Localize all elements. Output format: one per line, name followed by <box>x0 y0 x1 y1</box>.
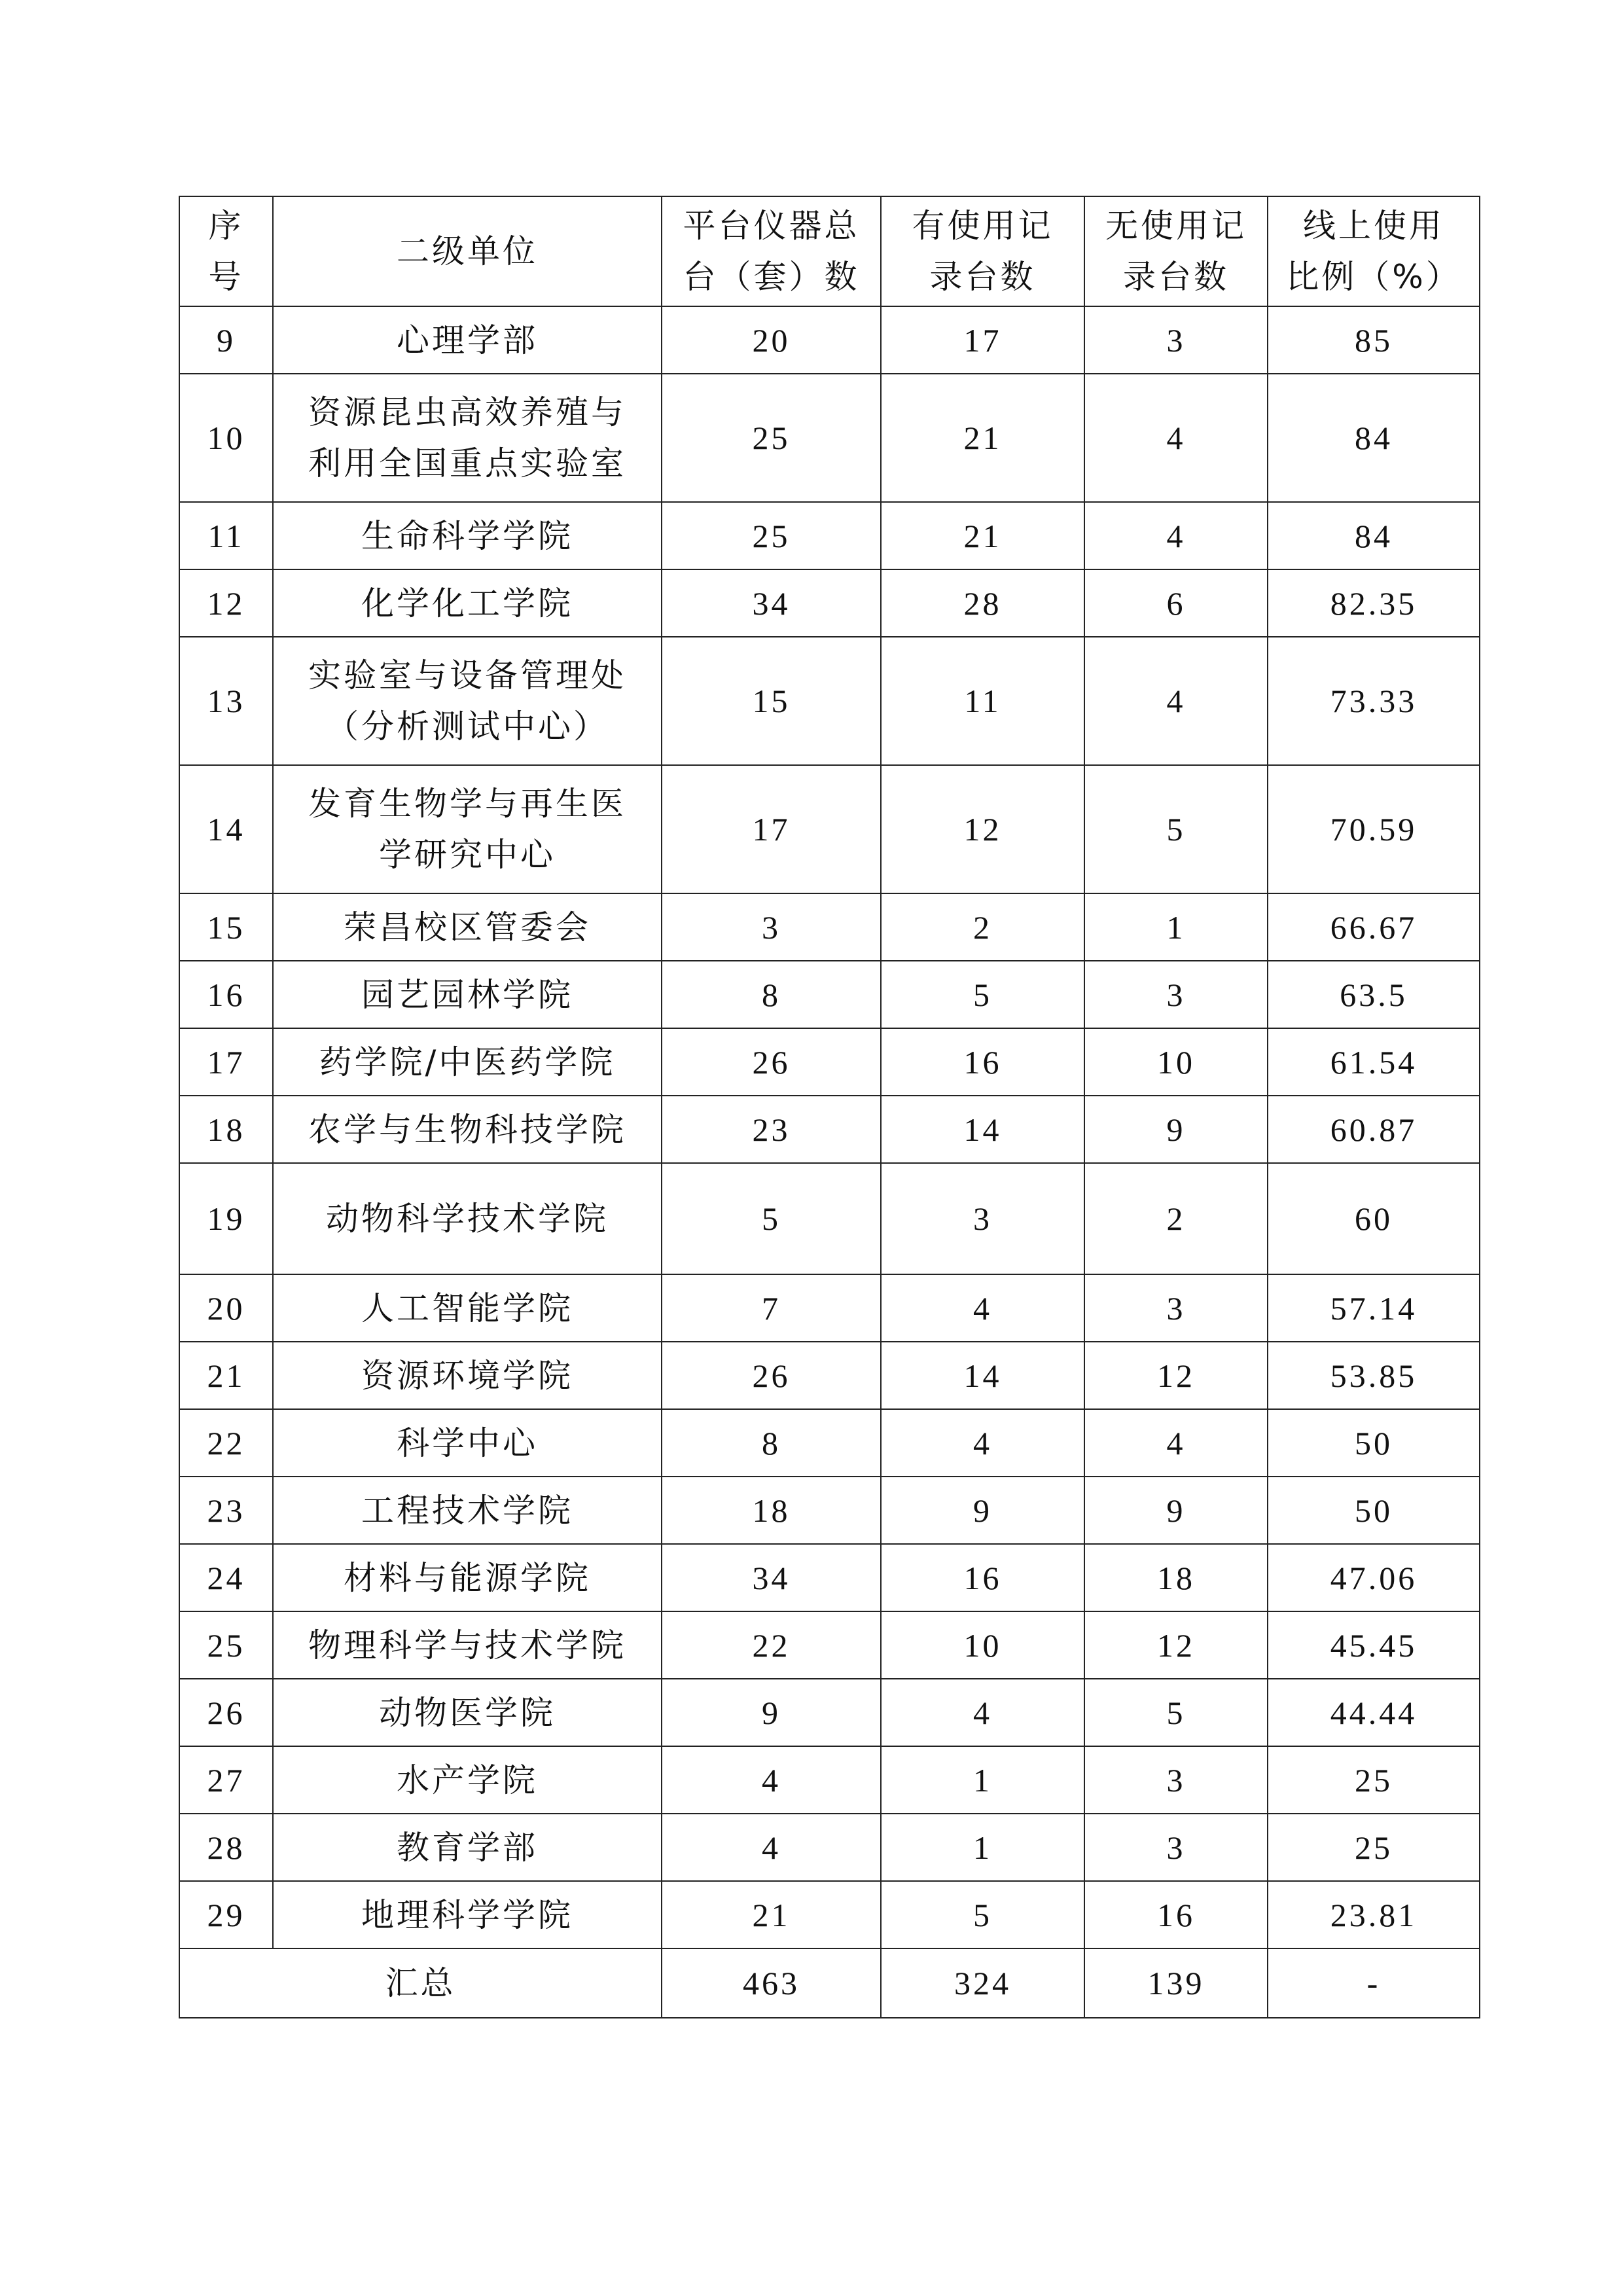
cell-total: 26 <box>662 1028 881 1096</box>
table-row <box>179 502 1480 569</box>
cell-used: 21 <box>881 374 1084 502</box>
cell-unit: 生命科学学院 <box>273 502 662 569</box>
instrument-usage-table <box>179 196 1480 2018</box>
cell-ratio: 53.85 <box>1268 1342 1480 1409</box>
cell-ratio: 82.35 <box>1268 569 1480 637</box>
cell-ratio: 70.59 <box>1268 765 1480 893</box>
header-used: 有使用记 录台数 <box>881 196 1084 306</box>
table-row <box>179 893 1480 961</box>
cell-used: 4 <box>881 1274 1084 1342</box>
cell-unit: 资源昆虫高效养殖与 利用全国重点实验室 <box>273 374 662 502</box>
cell-used: 2 <box>881 893 1084 961</box>
table-row <box>179 1814 1480 1881</box>
cell-used: 10 <box>881 1611 1084 1679</box>
cell-used: 14 <box>881 1096 1084 1163</box>
summary-row <box>179 1948 1480 2018</box>
cell-unused: 16 <box>1084 1881 1268 1948</box>
cell-serial: 16 <box>179 961 273 1028</box>
cell-used: 16 <box>881 1544 1084 1611</box>
cell-used: 17 <box>881 306 1084 374</box>
cell-unit: 材料与能源学院 <box>273 1544 662 1611</box>
cell-total: 25 <box>662 502 881 569</box>
cell-unit: 农学与生物科技学院 <box>273 1096 662 1163</box>
cell-ratio: 60.87 <box>1268 1096 1480 1163</box>
cell-serial: 14 <box>179 765 273 893</box>
cell-unit: 动物科学技术学院 <box>273 1163 662 1274</box>
summary-used: 324 <box>881 1948 1084 2018</box>
cell-used: 4 <box>881 1409 1084 1477</box>
header-total: 平台仪器总 台（套）数 <box>662 196 881 306</box>
cell-serial: 15 <box>179 893 273 961</box>
cell-total: 20 <box>662 306 881 374</box>
table-row <box>179 374 1480 502</box>
cell-ratio: 57.14 <box>1268 1274 1480 1342</box>
cell-serial: 21 <box>179 1342 273 1409</box>
cell-total: 8 <box>662 1409 881 1477</box>
cell-used: 11 <box>881 637 1084 765</box>
cell-serial: 25 <box>179 1611 273 1679</box>
cell-unused: 3 <box>1084 1814 1268 1881</box>
header-ratio: 线上使用 比例（%） <box>1268 196 1480 306</box>
cell-unit: 水产学院 <box>273 1746 662 1814</box>
header-serial: 序 号 <box>179 196 273 306</box>
cell-serial: 24 <box>179 1544 273 1611</box>
cell-ratio: 25 <box>1268 1814 1480 1881</box>
cell-unused: 3 <box>1084 961 1268 1028</box>
table-row <box>179 1544 1480 1611</box>
cell-unused: 10 <box>1084 1028 1268 1096</box>
cell-unit: 人工智能学院 <box>273 1274 662 1342</box>
table-row <box>179 1679 1480 1746</box>
cell-ratio: 47.06 <box>1268 1544 1480 1611</box>
cell-ratio: 84 <box>1268 374 1480 502</box>
cell-unused: 12 <box>1084 1611 1268 1679</box>
cell-unused: 4 <box>1084 1409 1268 1477</box>
cell-serial: 28 <box>179 1814 273 1881</box>
cell-used: 3 <box>881 1163 1084 1274</box>
table-row <box>179 1096 1480 1163</box>
cell-total: 22 <box>662 1611 881 1679</box>
cell-serial: 22 <box>179 1409 273 1477</box>
cell-ratio: 23.81 <box>1268 1881 1480 1948</box>
cell-unused: 1 <box>1084 893 1268 961</box>
cell-serial: 12 <box>179 569 273 637</box>
summary-ratio: - <box>1268 1948 1480 2018</box>
cell-total: 18 <box>662 1477 881 1544</box>
cell-serial: 20 <box>179 1274 273 1342</box>
cell-total: 26 <box>662 1342 881 1409</box>
cell-ratio: 61.54 <box>1268 1028 1480 1096</box>
cell-total: 34 <box>662 1544 881 1611</box>
cell-ratio: 73.33 <box>1268 637 1480 765</box>
cell-unit: 园艺园林学院 <box>273 961 662 1028</box>
cell-unused: 4 <box>1084 637 1268 765</box>
cell-used: 1 <box>881 1814 1084 1881</box>
cell-used: 12 <box>881 765 1084 893</box>
cell-unused: 4 <box>1084 374 1268 502</box>
cell-used: 9 <box>881 1477 1084 1544</box>
cell-total: 34 <box>662 569 881 637</box>
cell-ratio: 85 <box>1268 306 1480 374</box>
cell-unit: 工程技术学院 <box>273 1477 662 1544</box>
cell-total: 17 <box>662 765 881 893</box>
cell-used: 16 <box>881 1028 1084 1096</box>
table-row <box>179 306 1480 374</box>
table-row <box>179 1342 1480 1409</box>
header-unused: 无使用记 录台数 <box>1084 196 1268 306</box>
cell-serial: 13 <box>179 637 273 765</box>
table-row <box>179 1746 1480 1814</box>
cell-ratio: 60 <box>1268 1163 1480 1274</box>
table-row <box>179 569 1480 637</box>
table-row <box>179 1881 1480 1948</box>
cell-unit: 动物医学院 <box>273 1679 662 1746</box>
cell-unused: 5 <box>1084 765 1268 893</box>
table-row <box>179 1163 1480 1274</box>
cell-total: 8 <box>662 961 881 1028</box>
cell-unused: 12 <box>1084 1342 1268 1409</box>
cell-unit: 发育生物学与再生医 学研究中心 <box>273 765 662 893</box>
table-body <box>179 306 1480 2018</box>
cell-unused: 4 <box>1084 502 1268 569</box>
cell-serial: 18 <box>179 1096 273 1163</box>
cell-total: 25 <box>662 374 881 502</box>
cell-ratio: 50 <box>1268 1409 1480 1477</box>
summary-label: 汇总 <box>179 1948 662 2018</box>
cell-unit: 物理科学与技术学院 <box>273 1611 662 1679</box>
cell-unit: 科学中心 <box>273 1409 662 1477</box>
cell-ratio: 66.67 <box>1268 893 1480 961</box>
cell-total: 7 <box>662 1274 881 1342</box>
cell-unit: 资源环境学院 <box>273 1342 662 1409</box>
cell-used: 14 <box>881 1342 1084 1409</box>
table-row <box>179 1409 1480 1477</box>
cell-used: 5 <box>881 961 1084 1028</box>
cell-used: 1 <box>881 1746 1084 1814</box>
cell-unit: 地理科学学院 <box>273 1881 662 1948</box>
table-row <box>179 1028 1480 1096</box>
table-row <box>179 961 1480 1028</box>
table-row <box>179 765 1480 893</box>
table-row <box>179 1611 1480 1679</box>
cell-serial: 23 <box>179 1477 273 1544</box>
cell-ratio: 84 <box>1268 502 1480 569</box>
cell-used: 28 <box>881 569 1084 637</box>
cell-unused: 9 <box>1084 1096 1268 1163</box>
cell-used: 5 <box>881 1881 1084 1948</box>
table-row <box>179 637 1480 765</box>
cell-unit: 药学院/中医药学院 <box>273 1028 662 1096</box>
cell-serial: 19 <box>179 1163 273 1274</box>
cell-serial: 29 <box>179 1881 273 1948</box>
cell-serial: 9 <box>179 306 273 374</box>
cell-serial: 11 <box>179 502 273 569</box>
summary-total: 463 <box>662 1948 881 2018</box>
cell-unused: 6 <box>1084 569 1268 637</box>
summary-unused: 139 <box>1084 1948 1268 2018</box>
cell-total: 9 <box>662 1679 881 1746</box>
cell-total: 15 <box>662 637 881 765</box>
table-header-row <box>179 196 1480 306</box>
cell-serial: 17 <box>179 1028 273 1096</box>
cell-unused: 9 <box>1084 1477 1268 1544</box>
cell-unit: 心理学部 <box>273 306 662 374</box>
cell-ratio: 50 <box>1268 1477 1480 1544</box>
cell-used: 4 <box>881 1679 1084 1746</box>
cell-ratio: 45.45 <box>1268 1611 1480 1679</box>
header-unit: 二级单位 <box>273 196 662 306</box>
cell-serial: 10 <box>179 374 273 502</box>
cell-unit: 实验室与设备管理处 （分析测试中心） <box>273 637 662 765</box>
cell-total: 5 <box>662 1163 881 1274</box>
cell-unused: 2 <box>1084 1163 1268 1274</box>
cell-used: 21 <box>881 502 1084 569</box>
cell-unused: 5 <box>1084 1679 1268 1746</box>
cell-unit: 教育学部 <box>273 1814 662 1881</box>
cell-total: 23 <box>662 1096 881 1163</box>
cell-serial: 26 <box>179 1679 273 1746</box>
cell-unused: 18 <box>1084 1544 1268 1611</box>
cell-unused: 3 <box>1084 1746 1268 1814</box>
cell-unused: 3 <box>1084 1274 1268 1342</box>
cell-ratio: 44.44 <box>1268 1679 1480 1746</box>
cell-total: 4 <box>662 1746 881 1814</box>
cell-ratio: 63.5 <box>1268 961 1480 1028</box>
cell-unit: 荣昌校区管委会 <box>273 893 662 961</box>
cell-ratio: 25 <box>1268 1746 1480 1814</box>
cell-serial: 27 <box>179 1746 273 1814</box>
cell-unit: 化学化工学院 <box>273 569 662 637</box>
table-row <box>179 1477 1480 1544</box>
table-row <box>179 1274 1480 1342</box>
cell-total: 3 <box>662 893 881 961</box>
cell-total: 4 <box>662 1814 881 1881</box>
cell-total: 21 <box>662 1881 881 1948</box>
cell-unused: 3 <box>1084 306 1268 374</box>
